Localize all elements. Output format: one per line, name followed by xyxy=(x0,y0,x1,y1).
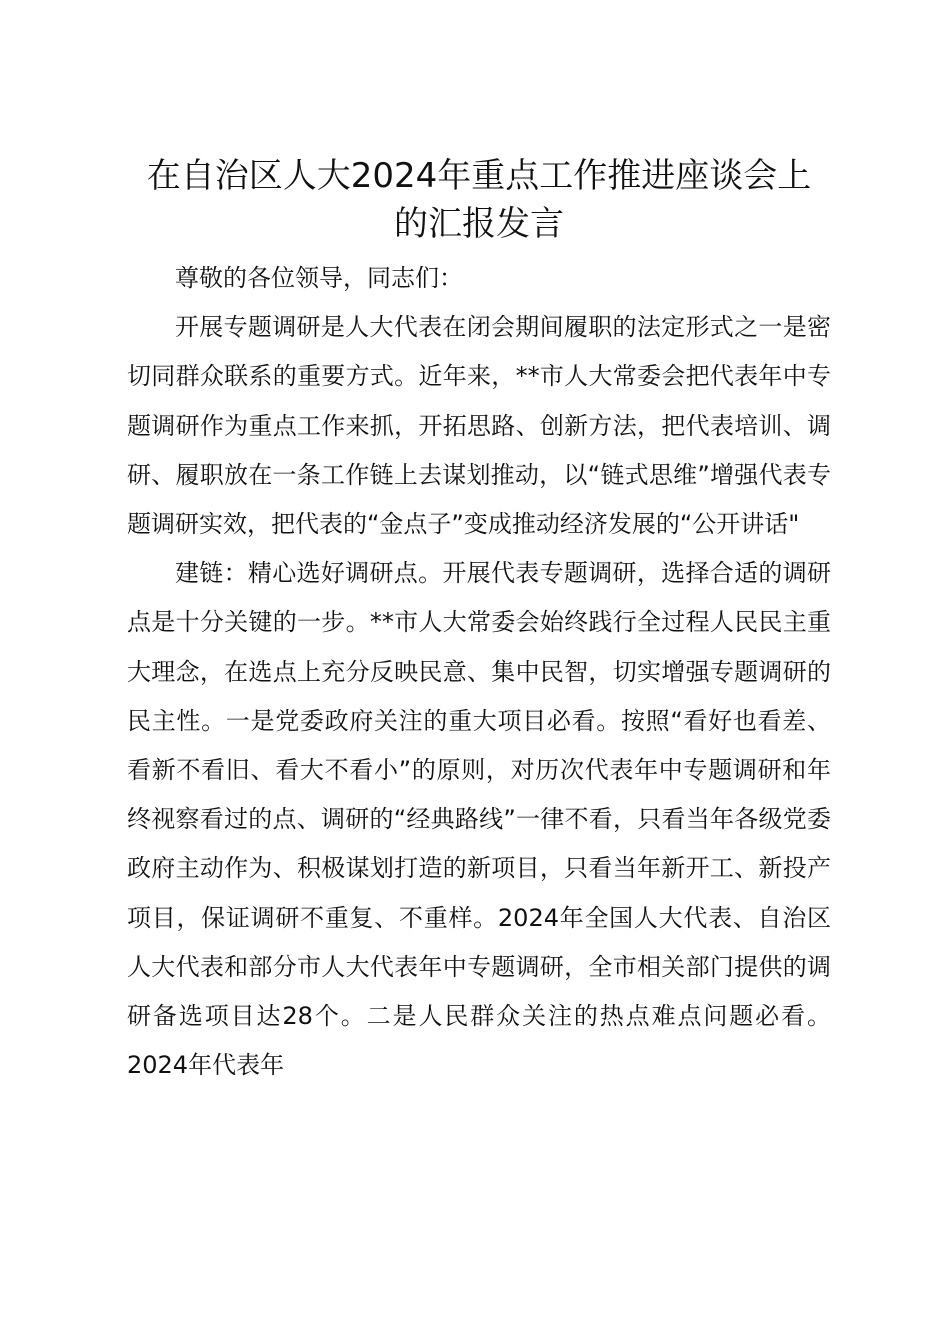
title-line-2: 的汇报发言 xyxy=(394,204,564,244)
paragraph-intro: 开展专题调研是人大代表在闭会期间履职的法定形式之一是密切同群众联系的重要方式。近年来，**市人大常委会把代表年中专题调研作为重点工作来抓，开拓思路、创新方法，把代表培训、调研、履职放在一条工作链上去谋划推动，以“链式思维”增强代表专题调研实效，把代表的“金点子”变成推动经济发展的“公开讲话" xyxy=(127,313,831,539)
document-page xyxy=(127,152,831,1090)
document-title xyxy=(107,152,851,248)
title-line-1: 在自治区人大2024年重点工作推进座谈会上 xyxy=(146,156,812,196)
salutation: 尊敬的各位领导，同志们： xyxy=(175,264,463,292)
paragraph-jianlian: 建链：精心选好调研点。开展代表专题调研，选择合适的调研点是十分关键的一步。**市人大常委会始终践行全过程人民民主重大理念，在选点上充分反映民意、集中民智，切实增强专题调研的民主性。一是党委政府关注的重大项目必看。按照“看好也看差、看新不看旧、看大不看小”的原则，对历次代表年中专题调研和年终视察看过的点、调研的“经典路线”一律不看，只看当年各级党委政府主动作为、积极谋划打造的新项目，只看当年新开工、新投产项目，保证调研不重复、不重样。2024年全国人大代表、自治区人大代表和部分市人大代表年中专题调研，全市相关部门提供的调研备选项目达28个。二是人民群众关注的热点难点问题必看。2024年代表年 xyxy=(127,559,831,1080)
